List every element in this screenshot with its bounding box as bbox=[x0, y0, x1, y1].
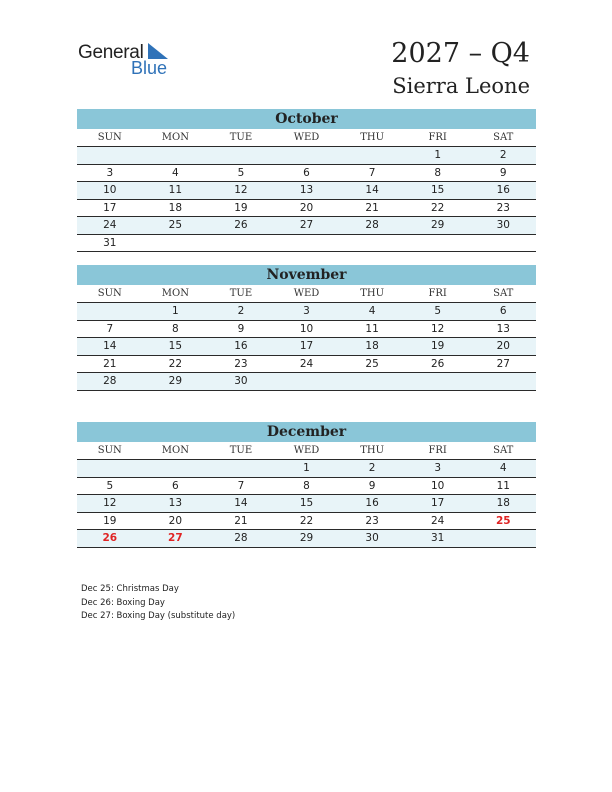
calendar-december bbox=[77, 422, 536, 548]
day-cell: 21 bbox=[234, 514, 248, 527]
day-cell: 27 bbox=[299, 219, 314, 231]
day-cell: 19 bbox=[103, 514, 117, 527]
day-cell bbox=[339, 147, 405, 164]
weekday-header-row bbox=[77, 442, 536, 460]
weekday-label: SAT bbox=[493, 445, 514, 456]
day-cell: 20 bbox=[168, 514, 183, 527]
weekday-label: WED bbox=[293, 445, 320, 456]
weekday-label: TUE bbox=[229, 132, 253, 143]
day-cell: 21 bbox=[365, 201, 379, 214]
week-row bbox=[77, 356, 536, 374]
holiday-note: Dec 25: Christmas Day bbox=[81, 584, 179, 594]
day-cell: 28 bbox=[103, 375, 117, 387]
day-cell: 11 bbox=[496, 479, 510, 492]
day-cell: 26 bbox=[430, 357, 445, 370]
weekday-label: THU bbox=[360, 132, 385, 143]
day-cell: 8 bbox=[172, 322, 179, 335]
week-row bbox=[77, 182, 536, 200]
day-cell: 4 bbox=[368, 305, 376, 317]
day-cell bbox=[143, 147, 209, 164]
day-cell: 30 bbox=[496, 219, 510, 231]
day-cell: 16 bbox=[234, 340, 248, 352]
day-cell: 6 bbox=[172, 479, 179, 492]
day-cell: 20 bbox=[496, 340, 510, 352]
holiday-note: Dec 26: Boxing Day bbox=[81, 597, 165, 608]
day-cell: 10 bbox=[103, 184, 117, 196]
day-cell: 4 bbox=[172, 166, 179, 179]
day-cell bbox=[77, 303, 143, 320]
day-cell: 20 bbox=[299, 201, 314, 214]
week-row bbox=[77, 530, 536, 548]
day-cell: 7 bbox=[237, 479, 245, 492]
day-cell: 9 bbox=[499, 166, 507, 179]
weekday-label: MON bbox=[161, 132, 189, 143]
week-row bbox=[77, 460, 536, 478]
weekday-label: THU bbox=[360, 445, 385, 456]
week-row bbox=[77, 200, 536, 218]
day-cell bbox=[470, 373, 536, 390]
day-cell bbox=[339, 373, 405, 390]
day-cell: 22 bbox=[299, 514, 314, 527]
day-cell: 11 bbox=[365, 322, 379, 335]
day-cell bbox=[470, 235, 536, 252]
day-cell: 2 bbox=[368, 462, 376, 474]
weekday-label: SUN bbox=[97, 132, 122, 143]
country-subtitle: Sierra Leone bbox=[392, 74, 530, 98]
weekday-label: THU bbox=[360, 288, 385, 299]
holiday-day-cell: 27 bbox=[168, 532, 183, 544]
day-cell: 23 bbox=[365, 514, 379, 527]
day-cell bbox=[143, 235, 209, 252]
day-cell: 1 bbox=[303, 462, 310, 474]
day-cell: 6 bbox=[499, 305, 507, 317]
day-cell: 5 bbox=[237, 166, 245, 179]
day-cell: 29 bbox=[299, 532, 314, 544]
day-cell: 23 bbox=[496, 201, 510, 214]
day-cell: 13 bbox=[168, 497, 183, 509]
holiday-note: Dec 27: Boxing Day (substitute day) bbox=[81, 611, 236, 621]
day-cell: 17 bbox=[299, 340, 314, 352]
weekday-label: TUE bbox=[229, 288, 253, 299]
day-cell: 13 bbox=[496, 322, 510, 335]
week-row bbox=[77, 303, 536, 321]
week-row bbox=[77, 338, 536, 356]
day-cell: 24 bbox=[299, 357, 314, 370]
week-row bbox=[77, 217, 536, 235]
month-title: December bbox=[77, 422, 536, 442]
day-cell: 29 bbox=[430, 219, 445, 231]
day-cell bbox=[208, 460, 274, 477]
day-cell: 3 bbox=[434, 462, 442, 474]
week-row bbox=[77, 147, 536, 165]
weekday-label: FRI bbox=[428, 445, 447, 456]
month-title: November bbox=[77, 265, 536, 285]
day-cell: 14 bbox=[103, 340, 117, 352]
week-row bbox=[77, 513, 536, 531]
day-cell: 31 bbox=[430, 532, 445, 544]
day-cell bbox=[77, 147, 143, 164]
day-cell: 22 bbox=[168, 357, 183, 370]
day-cell: 25 bbox=[168, 219, 183, 231]
week-row bbox=[77, 321, 536, 339]
day-cell: 7 bbox=[368, 166, 376, 179]
day-cell: 14 bbox=[365, 184, 379, 196]
day-cell: 15 bbox=[168, 340, 183, 352]
weekday-label: FRI bbox=[428, 132, 447, 143]
holiday-day-cell: 25 bbox=[495, 514, 511, 527]
day-cell bbox=[405, 235, 471, 252]
day-cell: 5 bbox=[434, 305, 442, 317]
generalblue-logo bbox=[78, 40, 178, 80]
day-cell: 9 bbox=[237, 322, 245, 335]
day-cell: 3 bbox=[106, 166, 114, 179]
day-cell: 16 bbox=[496, 184, 510, 196]
weekday-label: TUE bbox=[229, 445, 253, 456]
day-cell: 8 bbox=[303, 479, 310, 492]
day-cell bbox=[143, 460, 209, 477]
day-cell: 24 bbox=[430, 514, 445, 527]
week-row bbox=[77, 373, 536, 391]
day-cell: 6 bbox=[303, 166, 310, 179]
day-cell: 4 bbox=[499, 462, 507, 474]
day-cell: 3 bbox=[303, 305, 310, 317]
day-cell: 23 bbox=[234, 357, 248, 370]
weekday-header-row bbox=[77, 285, 536, 303]
day-cell: 2 bbox=[499, 149, 507, 161]
day-cell: 11 bbox=[168, 184, 183, 196]
day-cell bbox=[274, 147, 340, 164]
weekday-label: WED bbox=[293, 132, 320, 143]
day-cell: 10 bbox=[430, 479, 445, 492]
day-cell bbox=[274, 235, 340, 252]
weekday-label: SUN bbox=[97, 445, 122, 456]
day-cell bbox=[405, 373, 471, 390]
calendar-october bbox=[77, 109, 536, 252]
day-cell: 7 bbox=[106, 322, 114, 335]
day-cell: 5 bbox=[106, 479, 114, 492]
month-title: October bbox=[77, 109, 536, 129]
day-cell: 18 bbox=[168, 201, 183, 214]
day-cell: 17 bbox=[103, 201, 117, 214]
week-row bbox=[77, 478, 536, 496]
day-cell: 28 bbox=[234, 532, 248, 544]
day-cell: 2 bbox=[237, 305, 245, 317]
day-cell: 18 bbox=[365, 340, 379, 352]
day-cell: 30 bbox=[365, 532, 379, 544]
weekday-label: FRI bbox=[428, 288, 447, 299]
day-cell: 16 bbox=[365, 497, 379, 509]
day-cell: 22 bbox=[430, 201, 445, 214]
holiday-day-cell: 26 bbox=[102, 532, 118, 544]
day-cell: 30 bbox=[234, 375, 248, 387]
day-cell: 18 bbox=[496, 497, 510, 509]
day-cell: 24 bbox=[103, 219, 117, 231]
day-cell: 26 bbox=[234, 219, 248, 231]
weekday-label: MON bbox=[161, 288, 189, 299]
holiday-notes bbox=[81, 583, 235, 624]
weekday-label: MON bbox=[161, 445, 189, 456]
logo-blue-text: Blue bbox=[131, 58, 168, 78]
day-cell: 25 bbox=[365, 357, 379, 370]
day-cell bbox=[208, 235, 274, 252]
day-cell: 10 bbox=[299, 322, 314, 335]
weekday-header-row bbox=[77, 129, 536, 147]
page-title: 2027 – Q4 bbox=[391, 38, 530, 69]
day-cell: 1 bbox=[172, 305, 179, 317]
logo-flag-icon bbox=[148, 43, 168, 59]
day-cell: 14 bbox=[234, 497, 248, 509]
weekday-label: SAT bbox=[493, 132, 514, 143]
weekday-label: SAT bbox=[493, 288, 514, 299]
calendar-november bbox=[77, 265, 536, 391]
day-cell bbox=[274, 373, 340, 390]
day-cell bbox=[77, 460, 143, 477]
day-cell: 12 bbox=[103, 497, 117, 509]
weekday-label: SUN bbox=[97, 288, 122, 299]
day-cell: 1 bbox=[434, 149, 442, 161]
day-cell bbox=[208, 147, 274, 164]
day-cell bbox=[339, 235, 405, 252]
day-cell: 15 bbox=[430, 184, 445, 196]
day-cell: 13 bbox=[299, 184, 314, 196]
day-cell: 27 bbox=[496, 357, 510, 370]
day-cell: 17 bbox=[430, 497, 445, 509]
logo-general-text: General bbox=[78, 42, 144, 63]
day-cell: 28 bbox=[365, 219, 379, 231]
day-cell: 15 bbox=[299, 497, 314, 509]
weekday-label: WED bbox=[293, 288, 320, 299]
week-row bbox=[77, 495, 536, 513]
week-row bbox=[77, 235, 536, 253]
day-cell: 29 bbox=[168, 375, 183, 387]
day-cell: 31 bbox=[103, 236, 117, 249]
day-cell: 21 bbox=[103, 357, 117, 370]
day-cell: 19 bbox=[430, 340, 445, 352]
day-cell bbox=[470, 530, 536, 547]
day-cell: 12 bbox=[430, 322, 445, 335]
day-cell: 9 bbox=[368, 479, 376, 492]
day-cell: 19 bbox=[234, 201, 248, 214]
day-cell: 8 bbox=[434, 166, 442, 179]
day-cell: 12 bbox=[234, 184, 248, 196]
week-row bbox=[77, 165, 536, 183]
